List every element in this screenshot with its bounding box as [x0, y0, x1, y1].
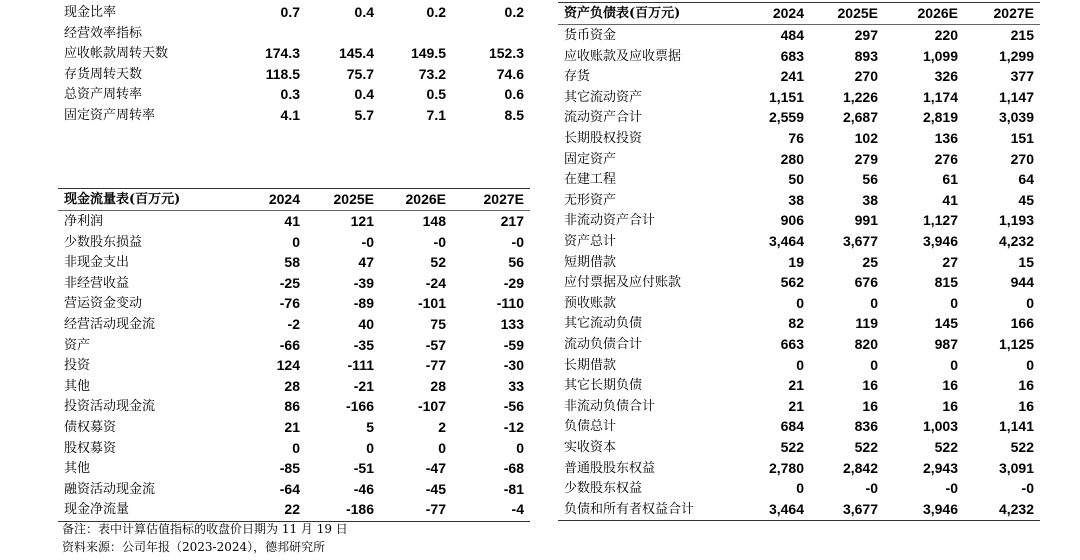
row-value: 893	[854, 47, 878, 64]
table-row	[58, 396, 530, 417]
cashflow-table	[58, 188, 530, 520]
row-value: -30	[503, 357, 524, 374]
table-row	[558, 478, 1040, 499]
row-value: -186	[345, 501, 374, 518]
row-value: 0.6	[504, 86, 524, 103]
row-value: -0	[1021, 480, 1034, 497]
row-value: 22	[284, 501, 300, 518]
table-row	[558, 107, 1040, 128]
row-value: -29	[503, 274, 524, 291]
table-row	[558, 396, 1040, 417]
row-value: 4,232	[998, 500, 1034, 517]
row-label: 营运资金变动	[64, 296, 143, 312]
row-label: 非经营收益	[64, 275, 130, 291]
table-row	[558, 437, 1040, 458]
row-value: 0	[796, 294, 804, 311]
row-value: 0	[292, 439, 300, 456]
row-value: 241	[780, 68, 804, 85]
row-value: 217	[500, 213, 524, 229]
row-value: 663	[780, 336, 804, 352]
row-value: 522	[934, 439, 958, 455]
table-row	[558, 210, 1040, 231]
table-row	[558, 46, 1040, 67]
row-value: -101	[417, 295, 446, 312]
year-header: 2026E	[917, 5, 958, 21]
row-label: 其它流动资产	[564, 89, 643, 105]
year-header: 2027E	[483, 191, 524, 207]
row-value: 820	[854, 336, 878, 352]
row-label: 预收账款	[564, 295, 617, 311]
row-value: 215	[1010, 27, 1034, 43]
row-label: 现金比率	[64, 5, 117, 20]
row-value: 3,677	[842, 233, 878, 249]
row-label: 存货周转天数	[64, 66, 143, 82]
row-value: 16	[862, 377, 878, 394]
row-value: 16	[1018, 377, 1034, 394]
row-value: 1,099	[922, 47, 958, 64]
row-label: 存货	[564, 69, 591, 85]
table-header-row	[558, 3, 1040, 24]
row-value: 56	[508, 254, 524, 271]
row-value: 0	[796, 356, 804, 373]
row-value: -12	[503, 419, 524, 435]
row-value: 73.2	[418, 65, 446, 82]
table-row	[558, 272, 1040, 293]
row-value: 15	[1018, 253, 1034, 270]
row-value: 124	[276, 357, 300, 374]
row-value: 21	[284, 419, 300, 435]
row-value: 0.7	[280, 4, 300, 20]
table-row	[58, 23, 530, 44]
row-value: 3,677	[842, 500, 878, 517]
year-header: 2024	[772, 5, 804, 21]
row-value: 1,174	[922, 88, 958, 105]
row-label: 投资	[64, 358, 91, 374]
row-value: -77	[425, 357, 446, 374]
row-value: 326	[934, 68, 958, 85]
row-label: 少数股东损益	[64, 234, 143, 250]
row-value: 3,039	[998, 109, 1034, 126]
row-value: 0.2	[504, 4, 524, 20]
row-value: 64	[1018, 171, 1034, 188]
table-row	[558, 190, 1040, 211]
table-row	[558, 87, 1040, 108]
row-label: 投资活动现金流	[64, 399, 156, 415]
row-value: 151	[1010, 130, 1034, 146]
row-label: 负债总计	[564, 419, 617, 435]
row-value: 40	[358, 316, 374, 332]
row-value: 0	[950, 294, 958, 311]
row-value: 270	[854, 68, 878, 85]
row-value: 166	[1010, 315, 1034, 332]
table-bottom-rule	[558, 520, 1040, 521]
table-row	[558, 313, 1040, 334]
row-value: 21	[788, 377, 804, 394]
row-value: 38	[788, 191, 804, 208]
row-label: 在建工程	[564, 172, 617, 188]
row-value: -25	[279, 274, 300, 291]
row-value: -0	[945, 480, 958, 497]
table-row	[558, 66, 1040, 87]
row-value: 1,147	[998, 88, 1034, 105]
row-value: 28	[430, 377, 446, 394]
row-value: 45	[1018, 191, 1034, 208]
row-value: 148	[422, 213, 446, 229]
row-value: -81	[503, 480, 524, 497]
row-value: 58	[284, 254, 300, 271]
row-value: 152.3	[488, 45, 524, 62]
row-value: 1,125	[998, 336, 1034, 352]
row-value: -0	[865, 480, 878, 497]
table-row	[58, 314, 530, 335]
row-value: 815	[934, 274, 958, 291]
row-value: -51	[353, 460, 374, 477]
row-value: 16	[942, 397, 958, 414]
row-label: 应收帐款周转天数	[64, 46, 169, 62]
row-value: 16	[1018, 397, 1034, 414]
row-label: 短期借款	[564, 254, 617, 270]
table-row	[558, 375, 1040, 396]
table-row	[58, 252, 530, 273]
table-row	[558, 499, 1040, 520]
row-value: 280	[780, 150, 804, 167]
row-value: 1,193	[998, 212, 1034, 229]
row-value: 0.4	[354, 86, 374, 103]
year-header: 2026E	[405, 191, 446, 207]
row-value: -39	[353, 274, 374, 291]
row-label: 非流动负债合计	[564, 398, 656, 414]
row-value: 21	[788, 397, 804, 414]
row-value: 522	[780, 439, 804, 455]
row-value: 75.7	[346, 65, 374, 82]
row-value: 987	[934, 336, 958, 352]
table-header-row	[58, 189, 530, 210]
row-value: 2	[438, 419, 446, 435]
row-value: 4,232	[998, 233, 1034, 249]
row-value: 522	[1010, 439, 1034, 455]
row-value: -110	[496, 295, 524, 312]
row-value: 75	[430, 316, 446, 332]
row-value: 145.4	[338, 45, 374, 62]
table-row	[558, 252, 1040, 273]
row-value: 3,464	[768, 233, 804, 249]
row-value: -21	[353, 377, 374, 394]
row-value: 0.2	[426, 4, 446, 20]
table-row	[558, 355, 1040, 376]
table-row	[58, 479, 530, 500]
row-value: 118.5	[265, 65, 300, 82]
row-label: 长期借款	[564, 357, 617, 373]
row-value: 2,559	[768, 109, 804, 126]
table-row	[58, 499, 530, 520]
row-value: 33	[508, 377, 524, 394]
row-value: 297	[854, 27, 878, 43]
row-value: 0	[516, 439, 524, 456]
row-value: 0	[292, 233, 300, 250]
row-value: 836	[854, 418, 878, 435]
row-value: 149.5	[410, 45, 446, 62]
year-header: 2025E	[333, 191, 374, 207]
row-value: 1,299	[998, 47, 1034, 64]
row-value: 47	[358, 254, 374, 271]
table-row	[58, 355, 530, 376]
row-value: 5.7	[354, 107, 374, 123]
row-label: 资产	[64, 337, 91, 353]
row-value: -24	[425, 274, 446, 291]
table-row	[58, 335, 530, 356]
row-value: 0	[796, 480, 804, 497]
row-label: 其它流动负债	[564, 316, 643, 332]
row-value: 944	[1010, 274, 1034, 291]
row-label: 总资产周转率	[64, 87, 143, 103]
row-value: -0	[433, 233, 446, 250]
row-value: 377	[1010, 68, 1034, 85]
table-row	[558, 25, 1040, 46]
table-row	[558, 231, 1040, 252]
row-value: -111	[347, 357, 374, 374]
table-row	[58, 458, 530, 479]
table-row	[558, 169, 1040, 190]
row-value: 1,003	[922, 418, 958, 435]
table-row	[58, 43, 530, 64]
row-value: 86	[284, 398, 300, 415]
row-value: 1,226	[842, 88, 878, 105]
row-value: 121	[350, 213, 374, 229]
row-value: 0.3	[280, 86, 300, 103]
row-label: 实收资本	[564, 440, 617, 455]
row-value: 1,141	[998, 418, 1034, 435]
ratios-table	[58, 2, 530, 132]
row-value: -66	[279, 336, 300, 353]
row-value: 279	[854, 150, 878, 167]
row-value: 19	[788, 253, 804, 270]
row-value: 174.3	[264, 45, 300, 62]
table-row	[58, 64, 530, 85]
row-value: 2,780	[768, 459, 804, 476]
row-value: 0	[1026, 294, 1034, 311]
row-value: 0	[870, 356, 878, 373]
row-value: 1,127	[922, 212, 958, 229]
row-value: 2,819	[922, 109, 958, 126]
row-value: 0.4	[354, 4, 374, 20]
table-row	[58, 376, 530, 397]
row-label: 经营活动现金流	[64, 317, 156, 332]
row-label: 经营效率指标	[64, 25, 143, 41]
row-value: -85	[279, 460, 300, 477]
row-value: 74.6	[496, 65, 524, 82]
table-row	[58, 273, 530, 294]
table-row	[58, 438, 530, 459]
year-header: 2024	[268, 191, 300, 207]
note-source: 资料来源：公司年报（2023-2024），德邦研究所	[62, 540, 326, 554]
row-value: 52	[430, 254, 446, 271]
row-label: 负债和所有者权益合计	[564, 501, 695, 517]
year-header: 2027E	[993, 5, 1034, 21]
row-value: 102	[854, 130, 878, 146]
row-value: 25	[862, 253, 878, 270]
table-row	[558, 128, 1040, 149]
row-label: 应收账款及应收票据	[564, 48, 682, 64]
row-label: 少数股东权益	[564, 481, 643, 497]
row-value: 0	[950, 356, 958, 373]
table-row	[558, 149, 1040, 170]
row-value: 3,091	[998, 459, 1034, 476]
row-value: 270	[1010, 150, 1034, 167]
row-value: -57	[425, 336, 446, 353]
row-label: 资产总计	[564, 234, 617, 249]
row-value: 41	[284, 213, 300, 229]
row-value: 991	[854, 212, 878, 229]
table-row	[558, 293, 1040, 314]
row-value: -45	[425, 480, 446, 497]
row-value: 50	[788, 171, 804, 188]
row-value: -76	[279, 295, 300, 312]
row-value: 2,842	[842, 459, 878, 476]
row-label: 非流动资产合计	[564, 213, 656, 229]
row-label: 现金净流量	[64, 502, 130, 518]
row-value: 0	[1026, 356, 1034, 373]
balance-sheet-table	[558, 2, 1040, 522]
row-label: 流动资产合计	[564, 110, 643, 126]
table-row	[58, 293, 530, 314]
row-value: 4.1	[280, 107, 300, 123]
table-title: 现金流量表(百万元)	[64, 192, 181, 207]
row-label: 固定资产周转率	[64, 108, 156, 123]
row-label: 非现金支出	[64, 255, 130, 271]
row-value: 276	[934, 150, 958, 167]
row-value: -64	[279, 480, 300, 497]
table-row	[558, 416, 1040, 437]
row-value: -77	[425, 501, 446, 518]
row-label: 应付票据及应付账款	[564, 275, 682, 291]
row-value: -0	[361, 233, 374, 250]
row-value: 220	[934, 27, 958, 43]
row-value: -46	[353, 480, 374, 497]
table-row	[58, 105, 530, 126]
table-row	[58, 417, 530, 438]
row-value: 145	[934, 315, 958, 332]
row-value: -59	[503, 336, 524, 353]
row-value: 136	[934, 130, 958, 146]
row-label: 净利润	[64, 214, 104, 229]
row-value: 76	[788, 130, 804, 146]
table-row	[558, 458, 1040, 479]
row-value: 0.5	[426, 86, 446, 103]
row-value: -68	[503, 460, 524, 477]
row-label: 股权募资	[64, 440, 117, 456]
row-value: 119	[855, 315, 878, 332]
table-row	[558, 334, 1040, 355]
row-value: -166	[345, 398, 374, 415]
row-value: -56	[503, 398, 524, 415]
row-value: 7.1	[426, 107, 446, 123]
row-value: 5	[366, 419, 374, 435]
row-value: 484	[780, 27, 804, 43]
row-value: 56	[862, 171, 878, 188]
row-value: -47	[425, 460, 446, 477]
row-value: 3,946	[922, 500, 958, 517]
table-row	[58, 232, 530, 253]
row-value: -89	[353, 295, 374, 312]
row-value: 2,687	[842, 109, 878, 126]
row-value: 16	[942, 377, 958, 394]
row-value: -2	[287, 316, 300, 332]
row-value: 0	[366, 439, 374, 456]
row-value: 562	[780, 274, 804, 291]
row-value: 0	[438, 439, 446, 456]
note-closing-date: 备注：表中计算估值指标的收盘价日期为 11 月 19 日	[62, 522, 348, 536]
row-label: 无形资产	[564, 192, 617, 208]
row-label: 其他	[64, 378, 91, 394]
table-title: 资产负债表(百万元)	[564, 6, 681, 21]
row-label: 普通股股东权益	[564, 460, 656, 476]
row-value: 82	[788, 315, 804, 332]
row-value: -4	[511, 501, 524, 518]
row-value: 3,946	[922, 233, 958, 249]
row-value: 676	[854, 274, 878, 291]
row-label: 货币资金	[564, 28, 617, 43]
row-value: -0	[511, 233, 524, 250]
row-value: 684	[780, 418, 804, 435]
row-value: 16	[862, 397, 878, 414]
row-label: 流动负债合计	[564, 337, 643, 352]
row-value: 41	[942, 191, 958, 208]
row-label: 融资活动现金流	[64, 481, 156, 497]
row-value: 61	[942, 171, 958, 188]
row-value: 1,151	[768, 88, 804, 105]
row-value: 27	[942, 253, 958, 270]
row-value: 683	[780, 47, 804, 64]
row-label: 固定资产	[564, 151, 617, 167]
row-label: 债权募资	[64, 420, 117, 435]
row-label: 其他	[64, 461, 91, 477]
table-row	[58, 211, 530, 232]
table-row	[58, 84, 530, 105]
row-value: 38	[862, 191, 878, 208]
year-header: 2025E	[837, 5, 878, 21]
table-row	[58, 2, 530, 23]
row-value: 133	[500, 316, 524, 332]
row-value: -107	[417, 398, 446, 415]
row-value: 3,464	[768, 500, 804, 517]
row-value: 522	[854, 439, 878, 455]
row-label: 其它长期负债	[564, 378, 643, 394]
row-value: 906	[780, 212, 804, 229]
row-value: -35	[353, 336, 374, 353]
row-label: 长期股权投资	[564, 131, 643, 146]
row-value: 2,943	[922, 459, 958, 476]
row-value: 28	[284, 377, 300, 394]
row-value: 0	[870, 294, 878, 311]
row-value: 8.5	[504, 107, 524, 123]
